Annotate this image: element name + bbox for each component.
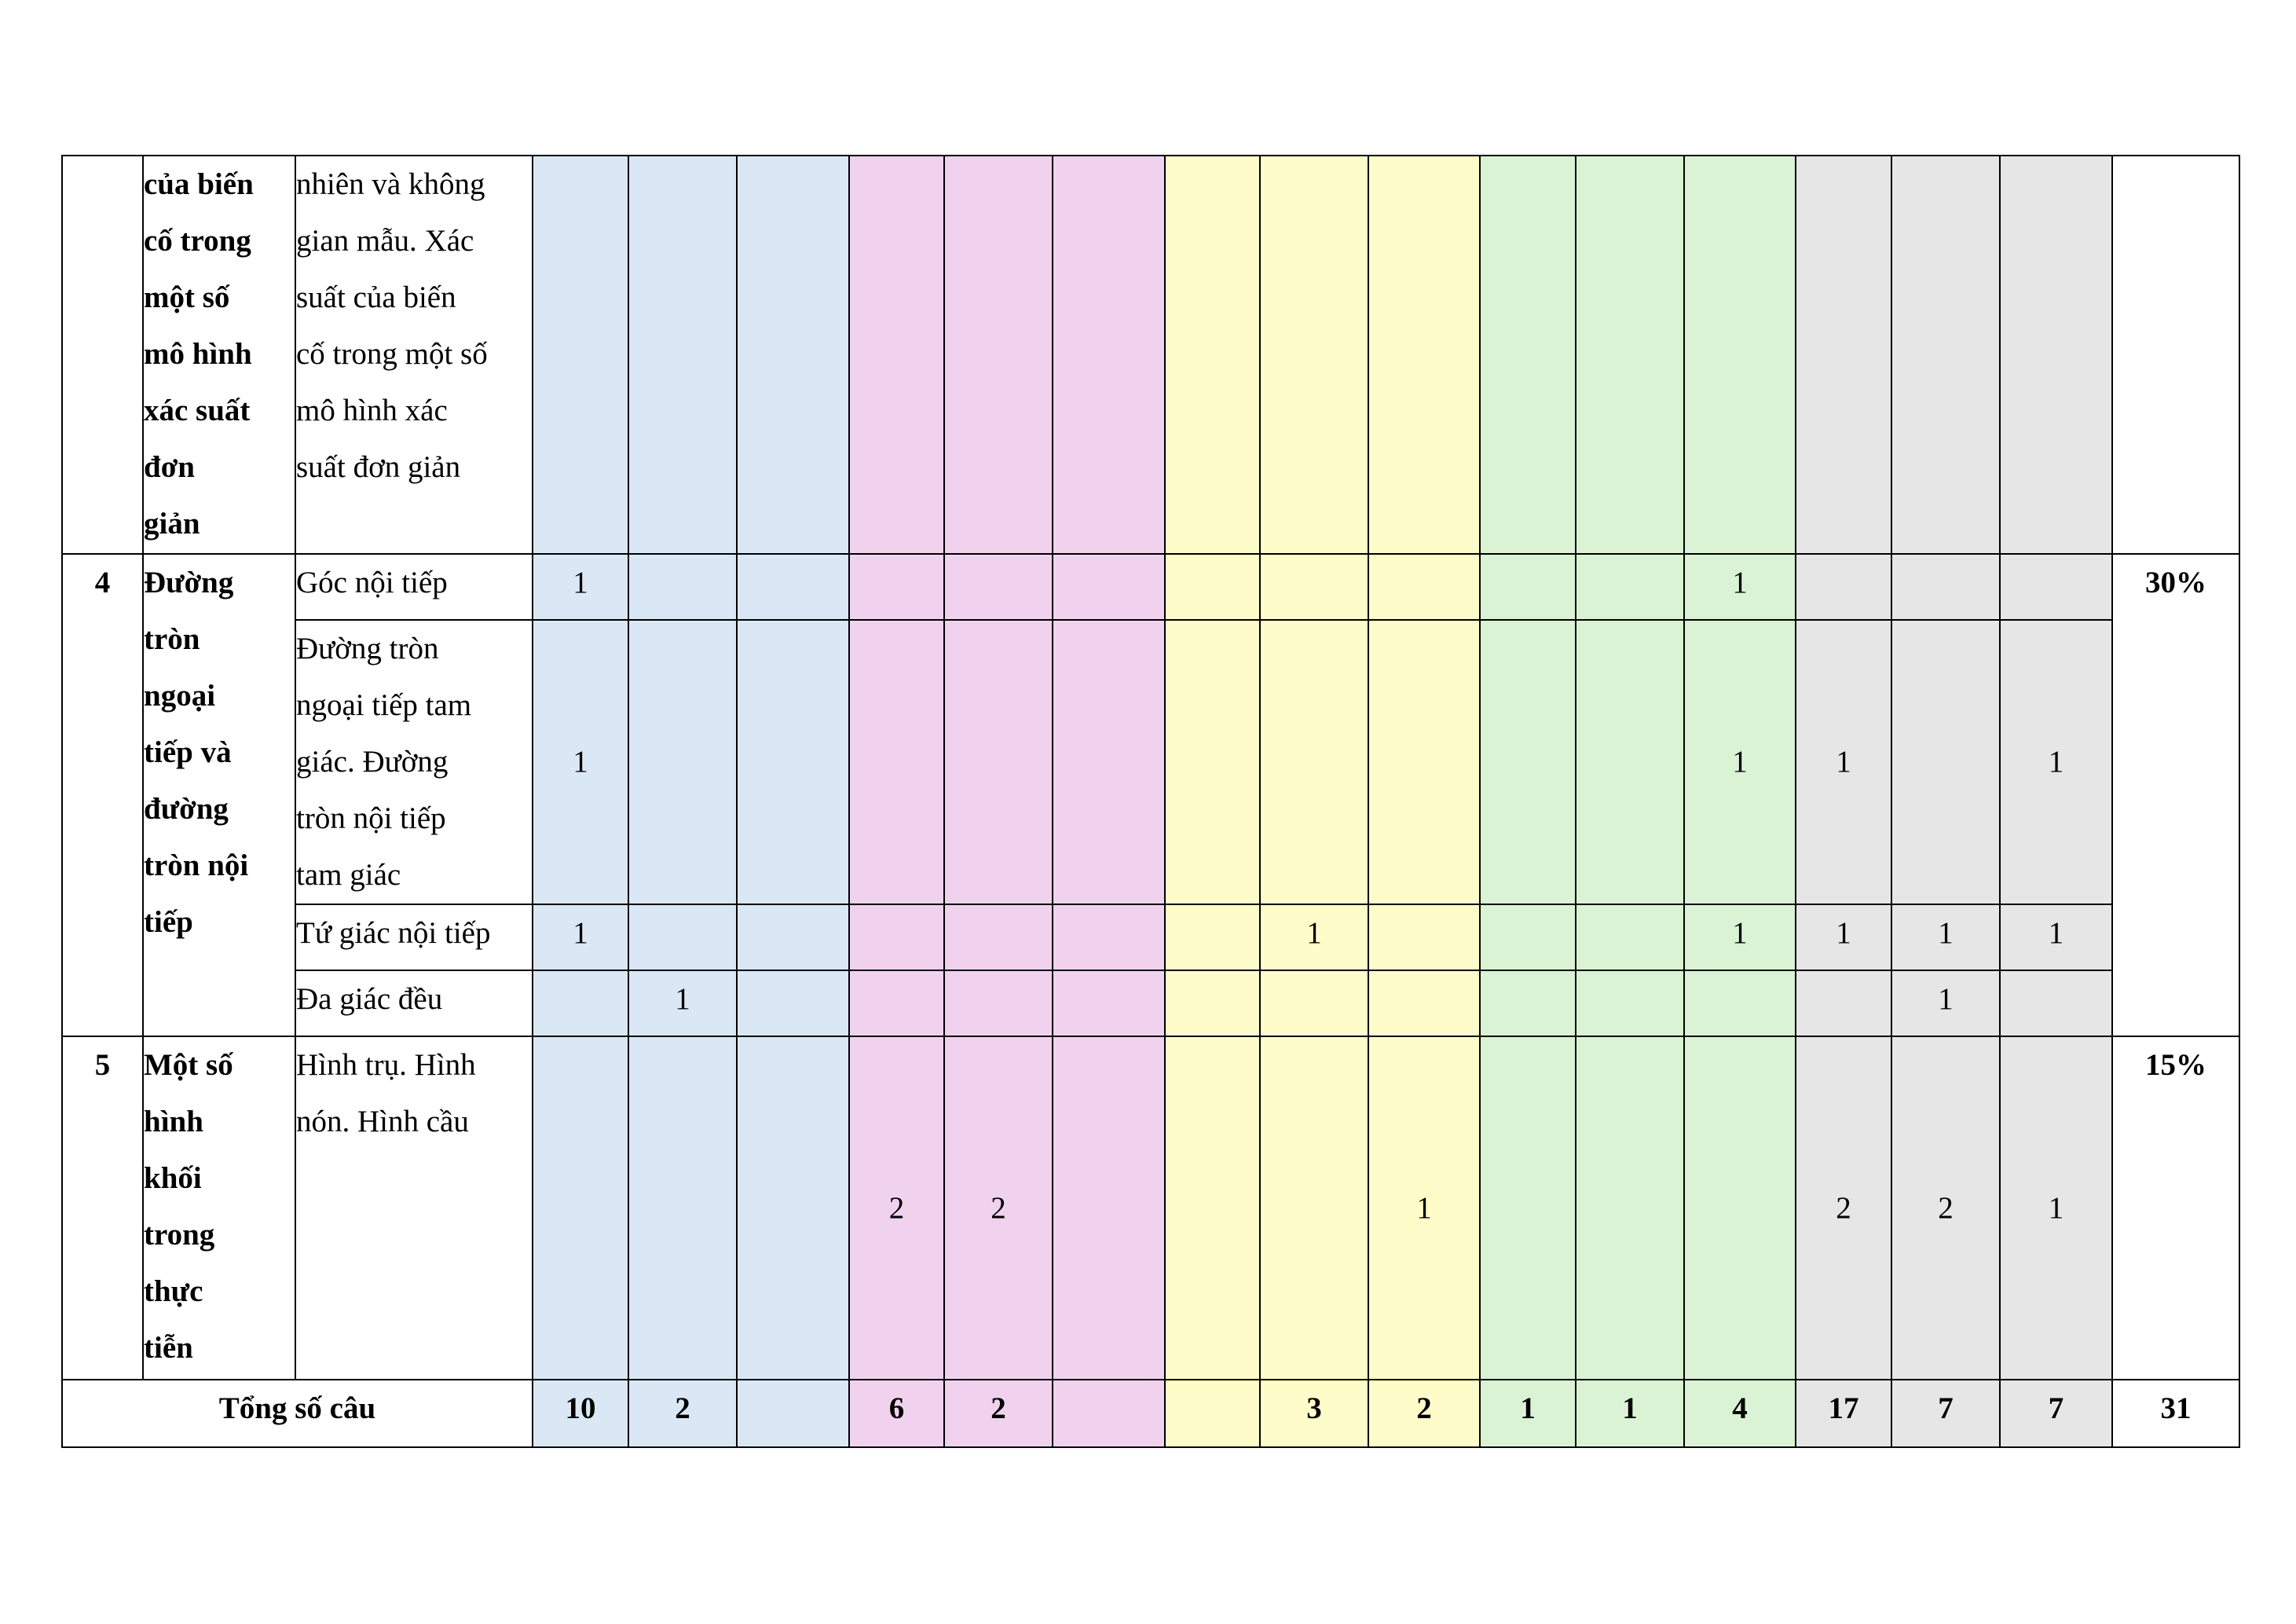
value-cell (737, 970, 849, 1036)
content-cell: Hình trụ. Hình nón. Hình cầu (295, 1036, 533, 1380)
row-number-cell: 4 (62, 554, 143, 1036)
value-cell (2000, 156, 2112, 554)
assessment-matrix-table (61, 155, 2240, 1448)
value-cell (1480, 970, 1576, 1036)
value-cell (1891, 620, 2000, 904)
total-cell: 3 (1260, 1380, 1368, 1447)
value-cell (533, 156, 628, 554)
value-cell (1576, 620, 1684, 904)
value-cell: 1 (1260, 904, 1368, 970)
value-cell: 1 (1684, 620, 1796, 904)
total-cell: 1 (1576, 1380, 1684, 1447)
value-cell (737, 1036, 849, 1380)
total-cell: 2 (1368, 1380, 1480, 1447)
value-cell (1368, 620, 1480, 904)
total-cell: 10 (533, 1380, 628, 1447)
value-cell (1053, 970, 1165, 1036)
content-cell: nhiên và không gian mẫu. Xác suất của biến cố trong một số mô hình xác suất đơn giản (295, 156, 533, 554)
value-cell (944, 904, 1053, 970)
value-cell: 1 (2000, 620, 2112, 904)
value-cell (849, 904, 944, 970)
value-cell (1891, 156, 2000, 554)
row-number-cell (62, 156, 143, 554)
total-cell: 2 (944, 1380, 1053, 1447)
total-cell: 7 (1891, 1380, 2000, 1447)
value-cell (1891, 554, 2000, 620)
value-cell (944, 554, 1053, 620)
value-cell (1480, 1036, 1576, 1380)
total-cell (1053, 1380, 1165, 1447)
value-cell: 2 (944, 1036, 1053, 1380)
value-cell (1165, 156, 1260, 554)
value-cell (1165, 970, 1260, 1036)
value-cell (1260, 620, 1368, 904)
total-row (62, 1380, 2239, 1447)
value-cell (1260, 970, 1368, 1036)
value-cell (533, 970, 628, 1036)
value-cell (2000, 970, 2112, 1036)
value-cell (849, 554, 944, 620)
value-cell (628, 554, 737, 620)
value-cell (1260, 156, 1368, 554)
topic-cell: của biến cố trong một số mô hình xác suất đơn giản (143, 156, 295, 554)
value-cell (1576, 904, 1684, 970)
value-cell (1368, 554, 1480, 620)
table-row (62, 1036, 2239, 1380)
row-number-cell: 5 (62, 1036, 143, 1380)
total-cell: 2 (628, 1380, 737, 1447)
grand-total-cell: 31 (2112, 1380, 2239, 1447)
value-cell (1053, 1036, 1165, 1380)
table-row (62, 554, 2239, 620)
value-cell: 1 (1796, 904, 1891, 970)
content-cell: Đường tròn ngoại tiếp tam giác. Đường tròn nội tiếp tam giác (295, 620, 533, 904)
value-cell (737, 620, 849, 904)
value-cell (849, 620, 944, 904)
value-cell: 2 (849, 1036, 944, 1380)
total-label: Tổng số câu (62, 1380, 533, 1447)
value-cell (1576, 156, 1684, 554)
value-cell (1480, 904, 1576, 970)
table-row (62, 620, 2239, 904)
value-cell (1053, 904, 1165, 970)
content-cell: Góc nội tiếp (295, 554, 533, 620)
value-cell (2000, 554, 2112, 620)
total-cell (1165, 1380, 1260, 1447)
total-cell: 4 (1684, 1380, 1796, 1447)
value-cell: 1 (1891, 970, 2000, 1036)
value-cell (1165, 1036, 1260, 1380)
value-cell (1576, 970, 1684, 1036)
value-cell: 1 (1891, 904, 2000, 970)
value-cell: 1 (2000, 1036, 2112, 1380)
value-cell (1260, 1036, 1368, 1380)
value-cell (1796, 970, 1891, 1036)
content-cell: Tứ giác nội tiếp (295, 904, 533, 970)
value-cell (1368, 904, 1480, 970)
value-cell (1368, 970, 1480, 1036)
total-cell: 17 (1796, 1380, 1891, 1447)
value-cell: 1 (2000, 904, 2112, 970)
table-row (62, 970, 2239, 1036)
value-cell (1260, 554, 1368, 620)
value-cell (849, 970, 944, 1036)
table-row (62, 156, 2239, 554)
value-cell: 1 (628, 970, 737, 1036)
percent-cell: 30% (2112, 554, 2239, 1036)
value-cell: 1 (1796, 620, 1891, 904)
value-cell (1684, 970, 1796, 1036)
value-cell (1684, 1036, 1796, 1380)
value-cell (628, 1036, 737, 1380)
value-cell: 1 (1368, 1036, 1480, 1380)
value-cell: 1 (533, 554, 628, 620)
value-cell: 1 (533, 904, 628, 970)
value-cell (944, 620, 1053, 904)
value-cell (944, 156, 1053, 554)
value-cell (1684, 156, 1796, 554)
value-cell (1053, 620, 1165, 904)
value-cell (1165, 904, 1260, 970)
table-row (62, 904, 2239, 970)
value-cell (737, 554, 849, 620)
value-cell: 1 (1684, 554, 1796, 620)
value-cell (1480, 620, 1576, 904)
value-cell (1053, 554, 1165, 620)
value-cell (1053, 156, 1165, 554)
value-cell (628, 620, 737, 904)
value-cell: 2 (1796, 1036, 1891, 1380)
value-cell (944, 970, 1053, 1036)
value-cell (737, 156, 849, 554)
content-cell: Đa giác đều (295, 970, 533, 1036)
value-cell (849, 156, 944, 554)
value-cell (1165, 620, 1260, 904)
value-cell (628, 156, 737, 554)
value-cell (1368, 156, 1480, 554)
topic-cell: Đường tròn ngoại tiếp và đường tròn nội tiếp (143, 554, 295, 1036)
value-cell (737, 904, 849, 970)
percent-cell (2112, 156, 2239, 554)
value-cell: 1 (1684, 904, 1796, 970)
total-cell (737, 1380, 849, 1447)
topic-cell: Một số hình khối trong thực tiễn (143, 1036, 295, 1380)
value-cell (1480, 156, 1576, 554)
value-cell (1796, 554, 1891, 620)
value-cell: 1 (533, 620, 628, 904)
value-cell (1796, 156, 1891, 554)
total-cell: 7 (2000, 1380, 2112, 1447)
value-cell (1480, 554, 1576, 620)
value-cell (1576, 1036, 1684, 1380)
percent-cell: 15% (2112, 1036, 2239, 1380)
value-cell (533, 1036, 628, 1380)
value-cell (1576, 554, 1684, 620)
value-cell: 2 (1891, 1036, 2000, 1380)
total-cell: 1 (1480, 1380, 1576, 1447)
total-cell: 6 (849, 1380, 944, 1447)
value-cell (628, 904, 737, 970)
value-cell (1165, 554, 1260, 620)
